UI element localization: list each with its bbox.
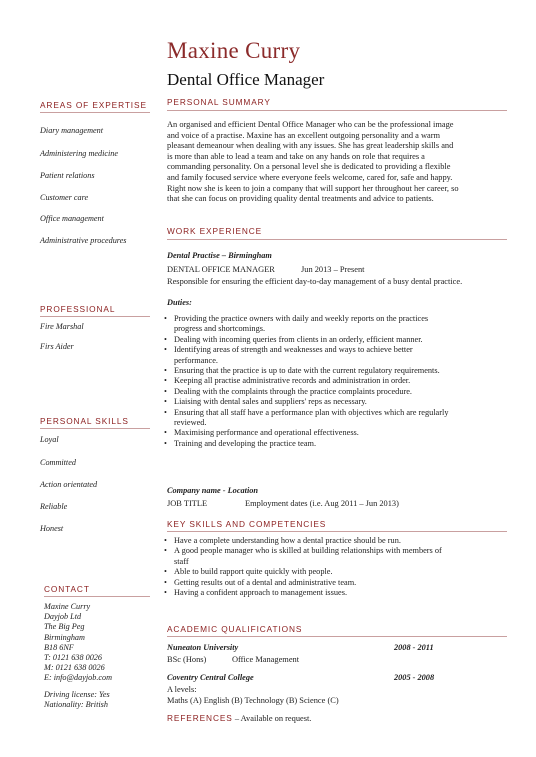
candidate-name: Maxine Curry (167, 38, 301, 63)
driving-license: Driving license: Yes (44, 689, 110, 699)
divider (167, 531, 507, 532)
school-2: Coventry Central College (167, 673, 254, 682)
key-skills-list (164, 536, 509, 598)
summary-line: An organised and efficient Dental Office Manager who can be the professional image (167, 120, 454, 129)
education-heading: ACADEMIC QUALIFICATIONS (167, 624, 303, 634)
contact-address: The Big Peg (44, 622, 85, 632)
skill-bullet: • Have a complete understanding how a dental practice should be run. (164, 536, 401, 545)
summary-text (167, 120, 507, 205)
duty-item: • Dealing with the complaints through the practice complaints procedure. (164, 386, 413, 396)
duty-item: • Identifying areas of strength and weaknesses and ways to achieve better performance. (164, 345, 413, 365)
skill-item: Reliable (40, 502, 68, 511)
duty-item: • Maximising performance and operational effectiveness. (164, 428, 359, 438)
summary-line: that she can focus on providing quality dental treatments and advice to patients. (167, 194, 434, 204)
divider (40, 428, 150, 429)
skill-item: Committed (40, 458, 76, 467)
role-dates: Jun 2013 – Present (301, 265, 365, 274)
duties-heading: Duties: (167, 298, 192, 307)
summary-line: Right now she is keen to join a company that will support her throughout her career, so (167, 183, 459, 193)
contact-postcode: B18 6NF (44, 642, 74, 652)
contact-city: Birmingham (44, 632, 85, 642)
skill-bullet: • A good people manager who is skilled at building relationships with members of staff (164, 546, 442, 566)
school-1: Nuneaton University (167, 643, 239, 652)
employer: Dental Practise – Birmingham (167, 251, 272, 260)
contact-heading: CONTACT (44, 584, 90, 594)
divider (167, 239, 507, 240)
key-skills-heading: KEY SKILLS AND COMPETENCIES (167, 519, 327, 529)
contact-email: E: info@dayjob.com (44, 673, 113, 683)
skill-item: Honest (40, 524, 64, 533)
skill-item: Action orientated (40, 480, 98, 489)
divider (167, 110, 507, 111)
references-text: – Available on request. (232, 714, 312, 723)
expertise-item: Diary management (40, 126, 103, 135)
summary-line: and voice of a practise. Maxine has an excellent outgoing personality and a warm (167, 130, 441, 140)
expertise-item: Administering medicine (40, 149, 118, 158)
contact-company: Dayjob Ltd (44, 612, 82, 622)
duty-item: • Dealing with incoming queries from clients in an orderly, efficient manner. (164, 334, 423, 344)
school-1-years: 2008 - 2011 (394, 643, 434, 652)
summary-line: and family focused service where everyone feels welcome, cared for, safe and happy. (167, 172, 453, 182)
expertise-item: Patient relations (40, 171, 95, 180)
duty-item: • Training and developing the practice team. (164, 438, 317, 448)
summary-line: is more than able to lead a team and take on any hands on role that requires a (167, 151, 425, 161)
contact-name: Maxine Curry (44, 602, 91, 611)
skills-heading: PERSONAL SKILLS (40, 416, 129, 426)
degree-1: BSc (Hons) (167, 655, 207, 664)
references (167, 713, 311, 723)
duty-item: • Ensuring that the practice is up to date with the current regulatory requirements. (164, 366, 440, 376)
school-2-years: 2005 - 2008 (394, 673, 435, 682)
summary-heading: PERSONAL SUMMARY (167, 97, 271, 107)
subjects-2: Maths (A) English (B) Technology (B) Science (C) (167, 696, 339, 705)
job-title: Dental Office Manager (167, 70, 325, 89)
duties-list (164, 314, 509, 449)
skill-item: Loyal (40, 435, 59, 444)
work-heading: WORK EXPERIENCE (167, 226, 263, 236)
prev-dates: Employment dates (i.e. Aug 2011 – Jun 2013) (245, 499, 399, 508)
expertise-item: Customer care (40, 193, 89, 202)
summary-line: pleasant demeanour when dealing with any issues. She has great leadership skills and (167, 141, 454, 151)
professional-item: Fire Marshal (40, 322, 84, 331)
nationality: Nationality: British (44, 699, 108, 709)
subject-1: Office Management (232, 655, 300, 664)
divider (167, 636, 507, 637)
level-2: A levels: (167, 685, 197, 694)
duty-item: • Liaising with dental sales and suppliers' reps as necessary. (164, 397, 367, 407)
duty-item: • Ensuring that all staff have a performance plan with objectives which are regularly reviewed. (164, 407, 449, 428)
summary-line: commanding personality. On a personal level she is dedicated to providing a flexible (167, 162, 451, 172)
expertise-item: Office management (40, 214, 104, 223)
duty-item: • Keeping all practise administrative records and administration in order. (164, 376, 411, 386)
contact-phone: T: 0121 638 0026 (44, 653, 102, 663)
expertise-item: Administrative procedures (40, 236, 127, 245)
skill-bullet: • Able to build rapport quite quickly with people. (164, 567, 333, 577)
contact-block (44, 602, 112, 710)
expertise-heading: AREAS OF EXPERTISE (40, 100, 147, 110)
prev-role: JOB TITLE (167, 499, 208, 508)
contact-mobile: M: 0121 638 0026 (44, 663, 105, 673)
skill-bullet: • Having a confident approach to management issues. (164, 588, 348, 598)
divider (44, 596, 150, 597)
prev-employer: Company name - Location (167, 486, 259, 495)
divider (40, 112, 150, 113)
divider (40, 316, 150, 317)
references-heading: REFERENCES (167, 713, 233, 723)
role: DENTAL OFFICE MANAGER (167, 265, 275, 274)
professional-heading: PROFESSIONAL (40, 304, 116, 314)
professional-item: Firs Aider (40, 342, 74, 351)
skill-bullet: • Getting results out of a dental and administrative team. (164, 577, 357, 587)
responsibility: Responsible for ensuring the efficient day-to-day management of a busy dental practice. (167, 277, 463, 286)
duty-item: • Providing the practice owners with daily and weekly reports on the practices progress and shortcomings. (164, 314, 429, 334)
